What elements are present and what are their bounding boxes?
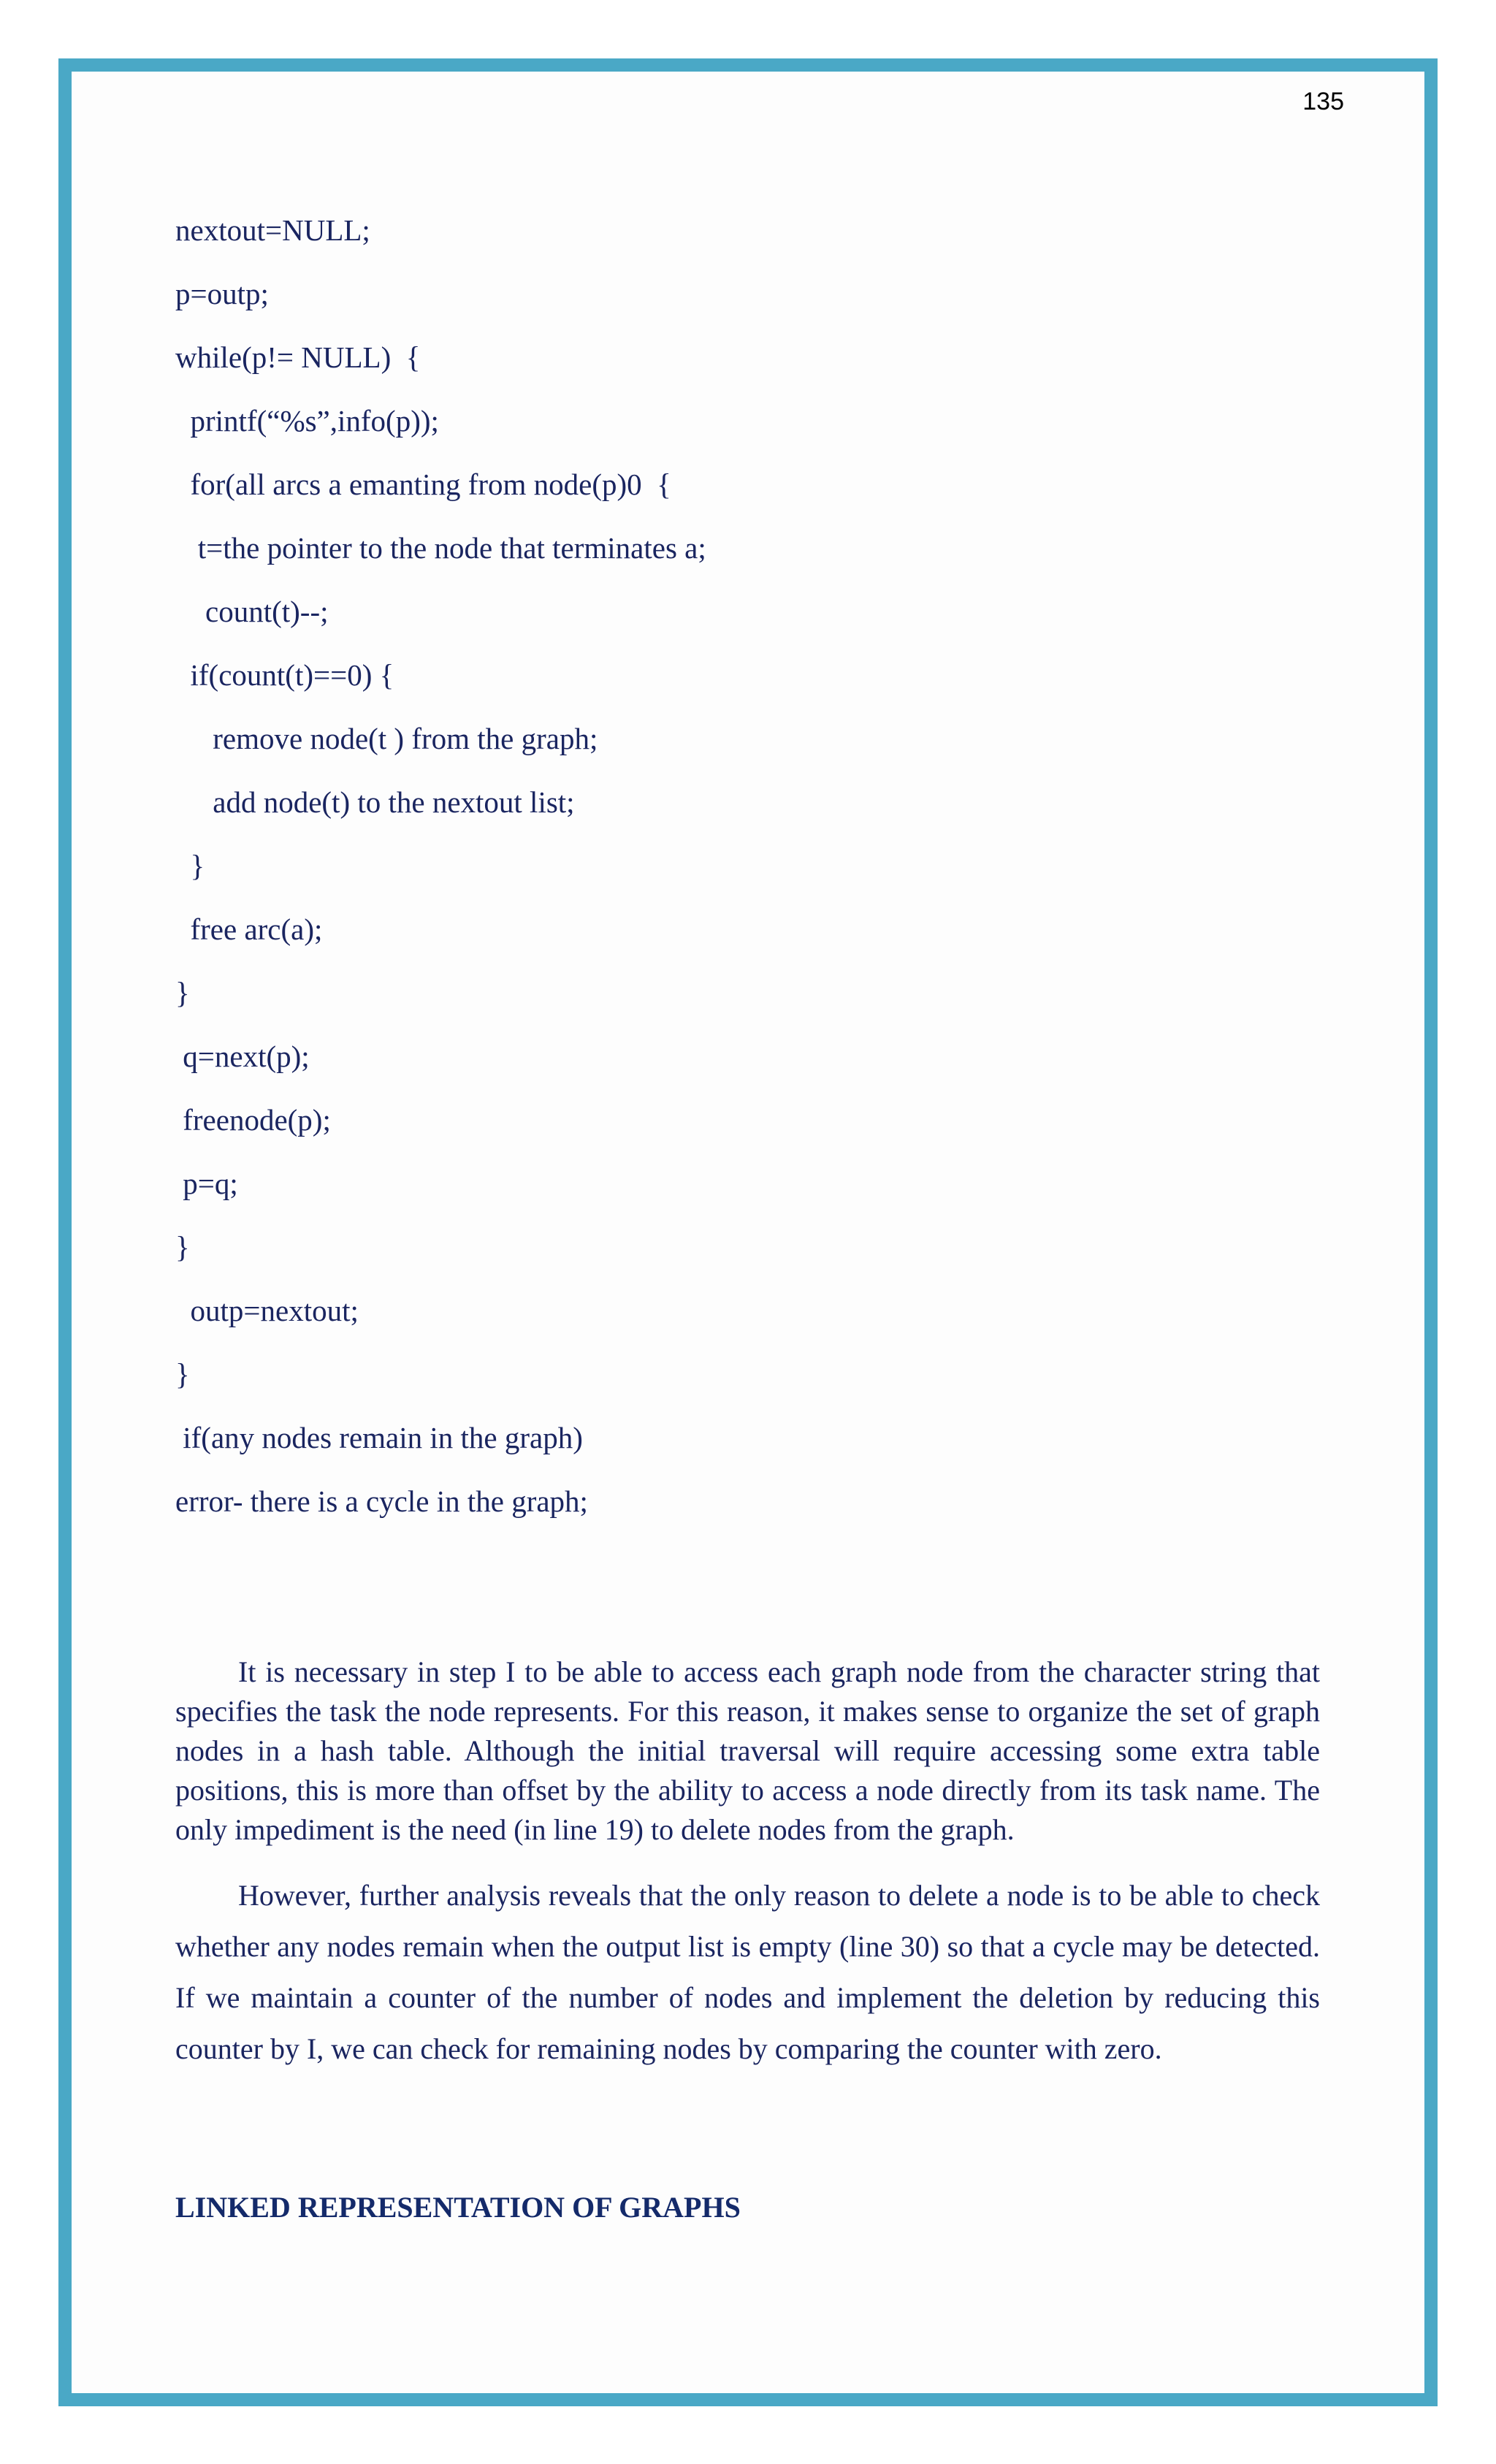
code-line: free arc(a);	[175, 912, 323, 946]
code-line: freenode(p);	[175, 1103, 331, 1137]
code-line: add node(t) to the nextout list;	[175, 785, 575, 819]
paragraph-hash-table: It is necessary in step I to be able to access each graph node from the character string that specifies the task the node represents. For this reason, it makes sense to organize the set of graph nodes in a hash table. Although the initial traversal will require accessing some extra table positions, this is more than offset by the ability to access a node directly from its task name. The only impediment is the need (in line 19) to delete nodes from the graph.	[175, 1655, 1320, 1846]
code-line: error- there is a cycle in the graph;	[175, 1484, 588, 1518]
code-line: if(any nodes remain in the graph)	[175, 1421, 583, 1454]
code-line: nextout=NULL;	[175, 213, 370, 247]
code-line: p=outp;	[175, 277, 269, 310]
code-line: if(count(t)==0) {	[175, 658, 394, 692]
page-number: 135	[1302, 88, 1344, 115]
code-line: printf(“%s”,info(p));	[175, 404, 439, 438]
code-line: for(all arcs a emanting from node(p)0 {	[175, 468, 671, 501]
paragraph-node-counter: However, further analysis reveals that the only reason to delete a node is to be able to check whether any nodes remain when the output list is empty (line 30) so that a cycle may be detected. If we maintain a counter of the number of nodes and implement the deletion by reducing this counter by I, we can check for remaining nodes by comparing the counter with zero.	[175, 1879, 1320, 2065]
code-line: while(p!= NULL) {	[175, 340, 421, 374]
section-heading: LINKED REPRESENTATION OF GRAPHS	[175, 2191, 741, 2224]
code-line: outp=nextout;	[175, 1294, 359, 1327]
code-line: t=the pointer to the node that terminates a;	[175, 531, 706, 565]
code-line: q=next(p);	[175, 1040, 310, 1073]
code-line: p=q;	[175, 1167, 238, 1200]
code-line: }	[175, 976, 190, 1010]
code-line: }	[175, 1357, 190, 1391]
code-line: count(t)--;	[175, 595, 329, 628]
code-line: remove node(t ) from the graph;	[175, 722, 598, 755]
code-line: }	[175, 1230, 190, 1264]
code-line: }	[175, 849, 205, 882]
code-block	[175, 208, 1344, 1543]
